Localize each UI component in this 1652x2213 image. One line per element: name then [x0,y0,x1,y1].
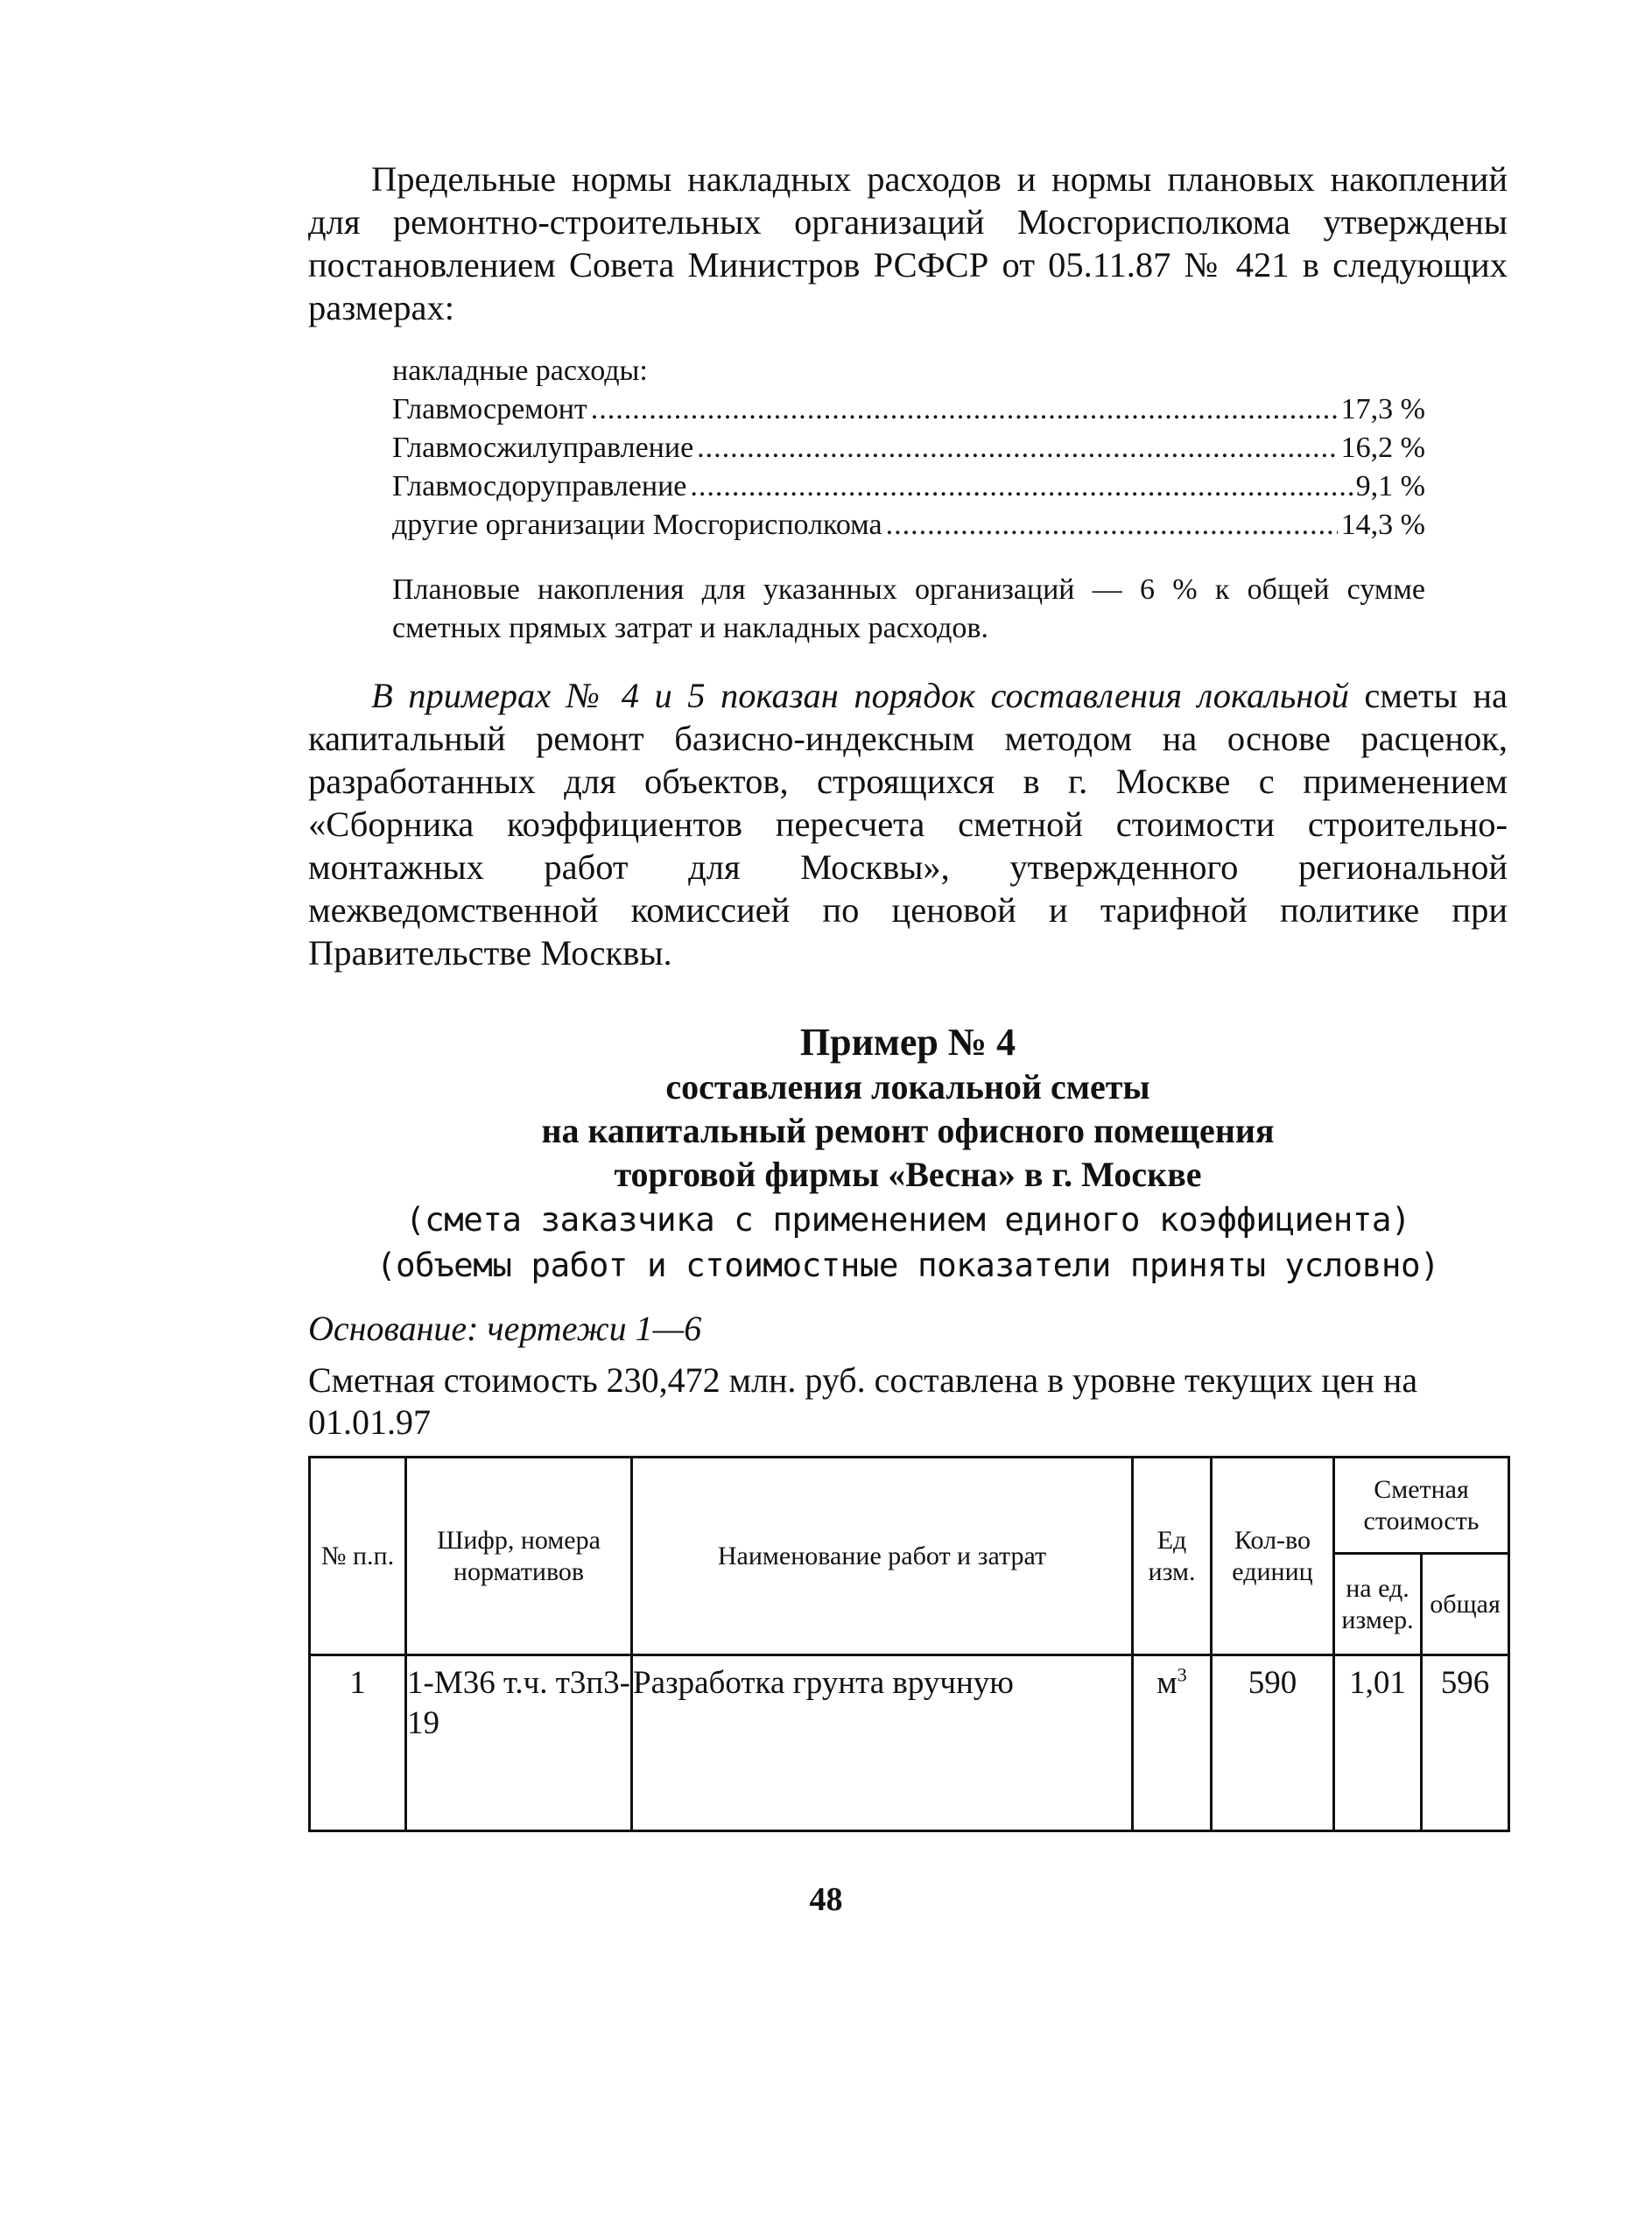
example-title-line: составления локальной сметы [665,1067,1150,1106]
cell-unit-base: м [1156,1665,1177,1701]
planned-savings-note: Плановые накопления для указанных организаций — 6 % к общей сумме сметных прямых затрат и накладных расходов. [392,573,1425,644]
dot-leader [690,467,1352,506]
cell-unit [1133,1655,1212,1831]
dot-leader [591,390,1338,429]
cost-statement: Сметная стоимость 230,472 млн. руб. составлена в уровне текущих цен на 01.01.97 [308,1360,1418,1442]
overhead-item-name: Главмосремонт [392,393,587,425]
overhead-item [392,506,1425,544]
methods-paragraph-rest: сметы на капитальный ремонт базисно-индексным методом на основе расценок, разработанных для объектов, строящихся в г. Москве с применением «Сборника коэффициентов пересчета сметной стоимости строительно-монтажных работ для Москвы», утвержденного региональной межведомственной комиссией по ценовой и тарифной политике при Правительстве Москвы. [308,676,1508,973]
header-qty: Кол-во единиц [1212,1458,1334,1655]
overhead-item [392,467,1425,506]
header-num: № п.п. [310,1458,406,1655]
overhead-item-value: 14,3 % [1340,509,1425,541]
cell-qty: 590 [1212,1655,1334,1831]
methods-paragraph [308,674,1508,974]
header-code: Шифр, номера нормативов [406,1458,632,1655]
page-number: 48 [809,1881,843,1918]
overhead-item-value: 16,2 % [1340,432,1425,464]
overhead-item [392,429,1425,467]
overhead-title: накладные расходы: [392,355,648,387]
header-per-unit: на ед. измер. [1334,1554,1422,1655]
table-row [310,1655,1509,1831]
header-unit: Ед изм. [1133,1458,1212,1655]
dot-leader [697,429,1338,467]
cell-name: Разработка грунта вручную [632,1655,1133,1831]
header-total: общая [1422,1554,1509,1655]
example-title: Пример № 4 [799,1021,1016,1064]
cell-unit-superscript: 3 [1177,1663,1187,1686]
dot-leader [886,506,1338,544]
overhead-item-name: Главмосдоруправление [392,470,687,502]
header-cost-group: Сметная стоимость [1334,1458,1509,1554]
cell-total: 596 [1422,1655,1509,1831]
overhead-item-name: другие организации Мосгорисполкома [392,509,882,541]
overhead-item-value: 9,1 % [1355,470,1425,502]
cell-num: 1 [310,1655,406,1831]
basis-line: Основание: чертежи 1—6 [308,1309,702,1348]
estimate-table [308,1456,1510,1832]
intro-paragraph: Предельные нормы накладных расходов и нормы плановых накоплений для ремонтно-строительных организаций Мосгорисполкома утверждены постановлением Совета Министров РСФСР от 05.11.87 № 421 в следующих размерах: [308,159,1508,327]
example-heading [308,1020,1508,1288]
overhead-list [392,390,1425,544]
cell-code: 1-М36 т.ч. т3п3-19 [406,1655,632,1831]
example-title-line: торговой фирмы «Весна» в г. Москве [614,1155,1202,1194]
example-subtitle: (смета заказчика с применением единого коэффициента) [405,1200,1410,1239]
example-subtitle: (объемы работ и стоимостные показатели приняты условно) [376,1246,1440,1284]
overhead-item-value: 17,3 % [1340,393,1425,425]
methods-paragraph-italic: В примерах № 4 и 5 показан порядок составления локальной [371,676,1349,715]
cell-per-unit: 1,01 [1334,1655,1422,1831]
overhead-item-name: Главмосжилуправление [392,432,694,464]
document-page [308,158,1508,1832]
header-name: Наименование работ и затрат [632,1458,1133,1655]
overhead-item [392,390,1425,429]
example-title-line: на капитальный ремонт офисного помещения [541,1111,1275,1150]
